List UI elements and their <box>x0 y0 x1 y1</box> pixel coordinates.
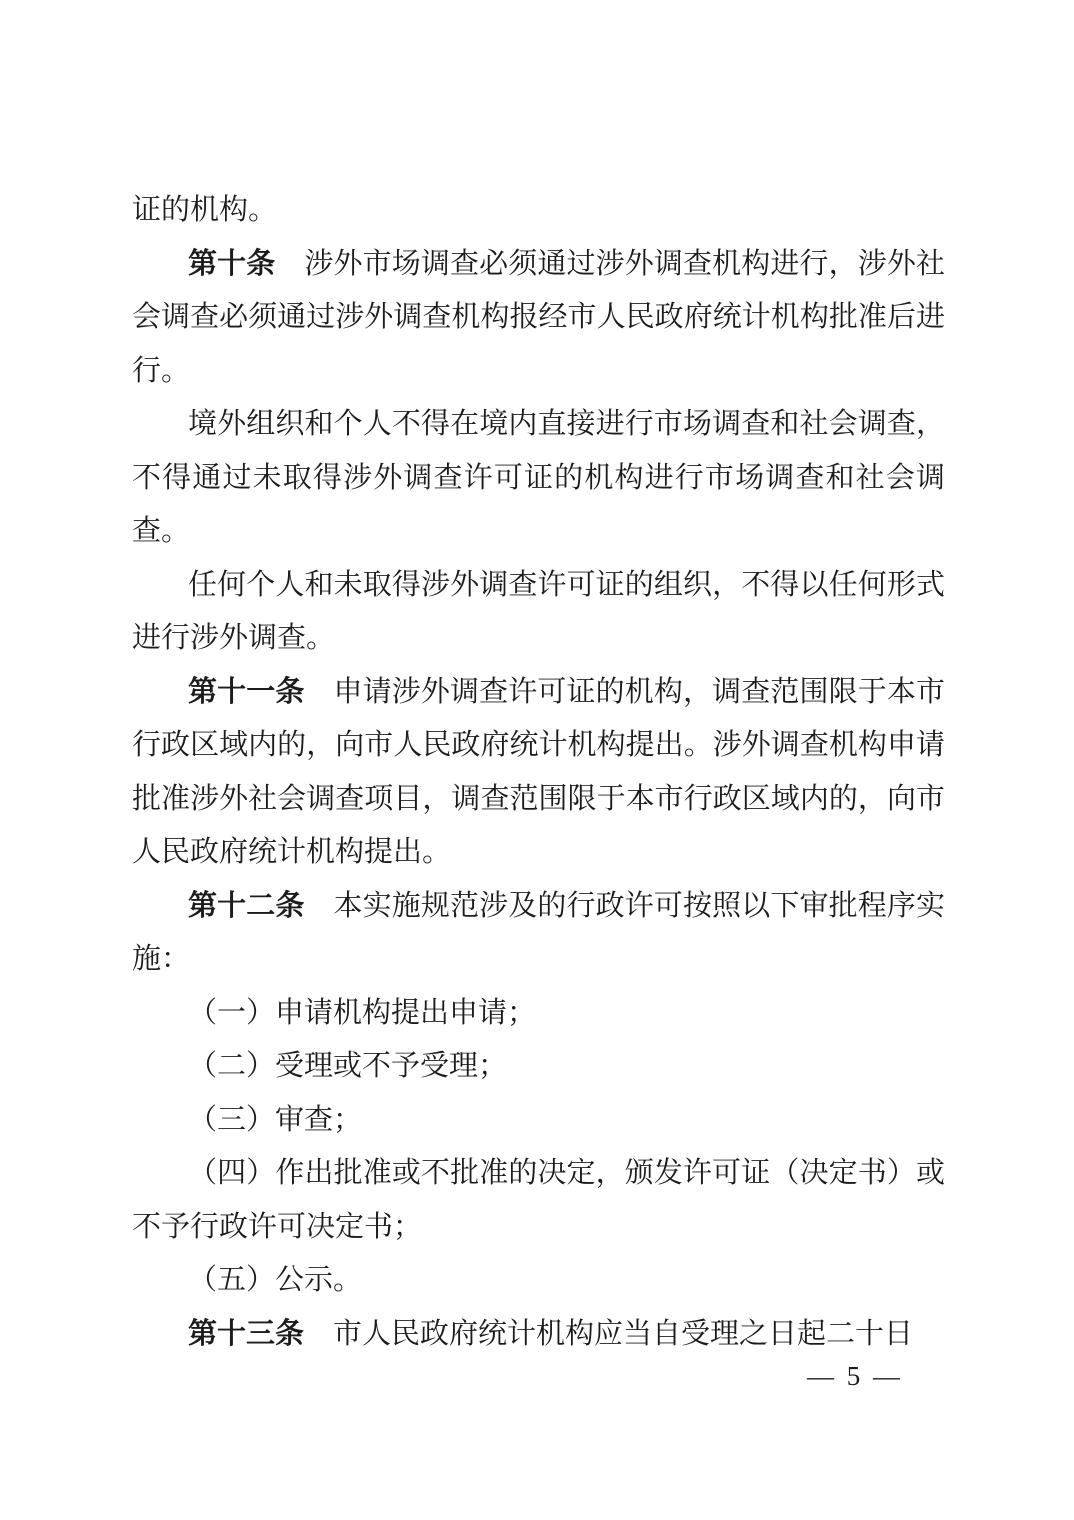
paragraph-text: （一）申请机构提出申请； <box>188 996 537 1029</box>
paragraph <box>132 987 945 1041</box>
paragraph <box>132 559 945 666</box>
paragraph <box>132 238 945 399</box>
article-number-heading: 第十一条 <box>188 675 305 708</box>
paragraph <box>132 1308 945 1362</box>
paragraph <box>132 1147 945 1254</box>
paragraph-text: 境外组织和个人不得在境内直接进行市场调查和社会调查，不得通过未取得涉外调查许可证的机构进行市场调查和社会调查。 <box>132 408 945 547</box>
paragraph <box>132 1254 945 1308</box>
paragraph <box>132 398 945 559</box>
paragraph-text: （五）公示。 <box>188 1264 363 1296</box>
article-number-heading: 第十三条 <box>188 1317 305 1350</box>
paragraph <box>132 1094 945 1148</box>
paragraph-text: 市人民政府统计机构应当自受理之日起二十日 <box>333 1317 914 1350</box>
paragraph-text: （四）作出批准或不批准的决定，颁发许可证（决定书）或不予行政许可决定书； <box>132 1157 945 1243</box>
article-number-heading: 第十条 <box>188 247 276 280</box>
paragraph-text: 涉外市场调查必须通过涉外调查机构进行，涉外社会调查必须通过涉外调查机构报经市人民政府统计机构批准后进行。 <box>132 247 945 387</box>
article-number-heading: 第十二条 <box>188 889 305 922</box>
paragraph-text: 任何个人和未取得涉外调查许可证的组织，不得以任何形式进行涉外调查。 <box>132 568 945 654</box>
paragraph-text: （二）受理或不予受理； <box>188 1050 508 1082</box>
paragraph-text: 证的机构。 <box>132 194 278 226</box>
paragraph-text: 本实施规范涉及的行政许可按照以下审批程序实施： <box>132 889 945 975</box>
paragraph-text: （三）审查； <box>188 1103 363 1136</box>
paragraph <box>132 880 945 987</box>
document-body <box>132 184 945 1361</box>
paragraph <box>132 1040 945 1094</box>
paragraph-text: 申请涉外调查许可证的机构，调查范围限于本市行政区域内的，向市人民政府统计机构提出。涉外调查机构申请批准涉外社会调查项目，调查范围限于本市行政区域内的，向市人民政府统计机构提出。 <box>132 675 945 868</box>
paragraph <box>132 666 945 880</box>
page-number: — 5 — <box>807 1361 903 1391</box>
paragraph <box>132 184 945 238</box>
